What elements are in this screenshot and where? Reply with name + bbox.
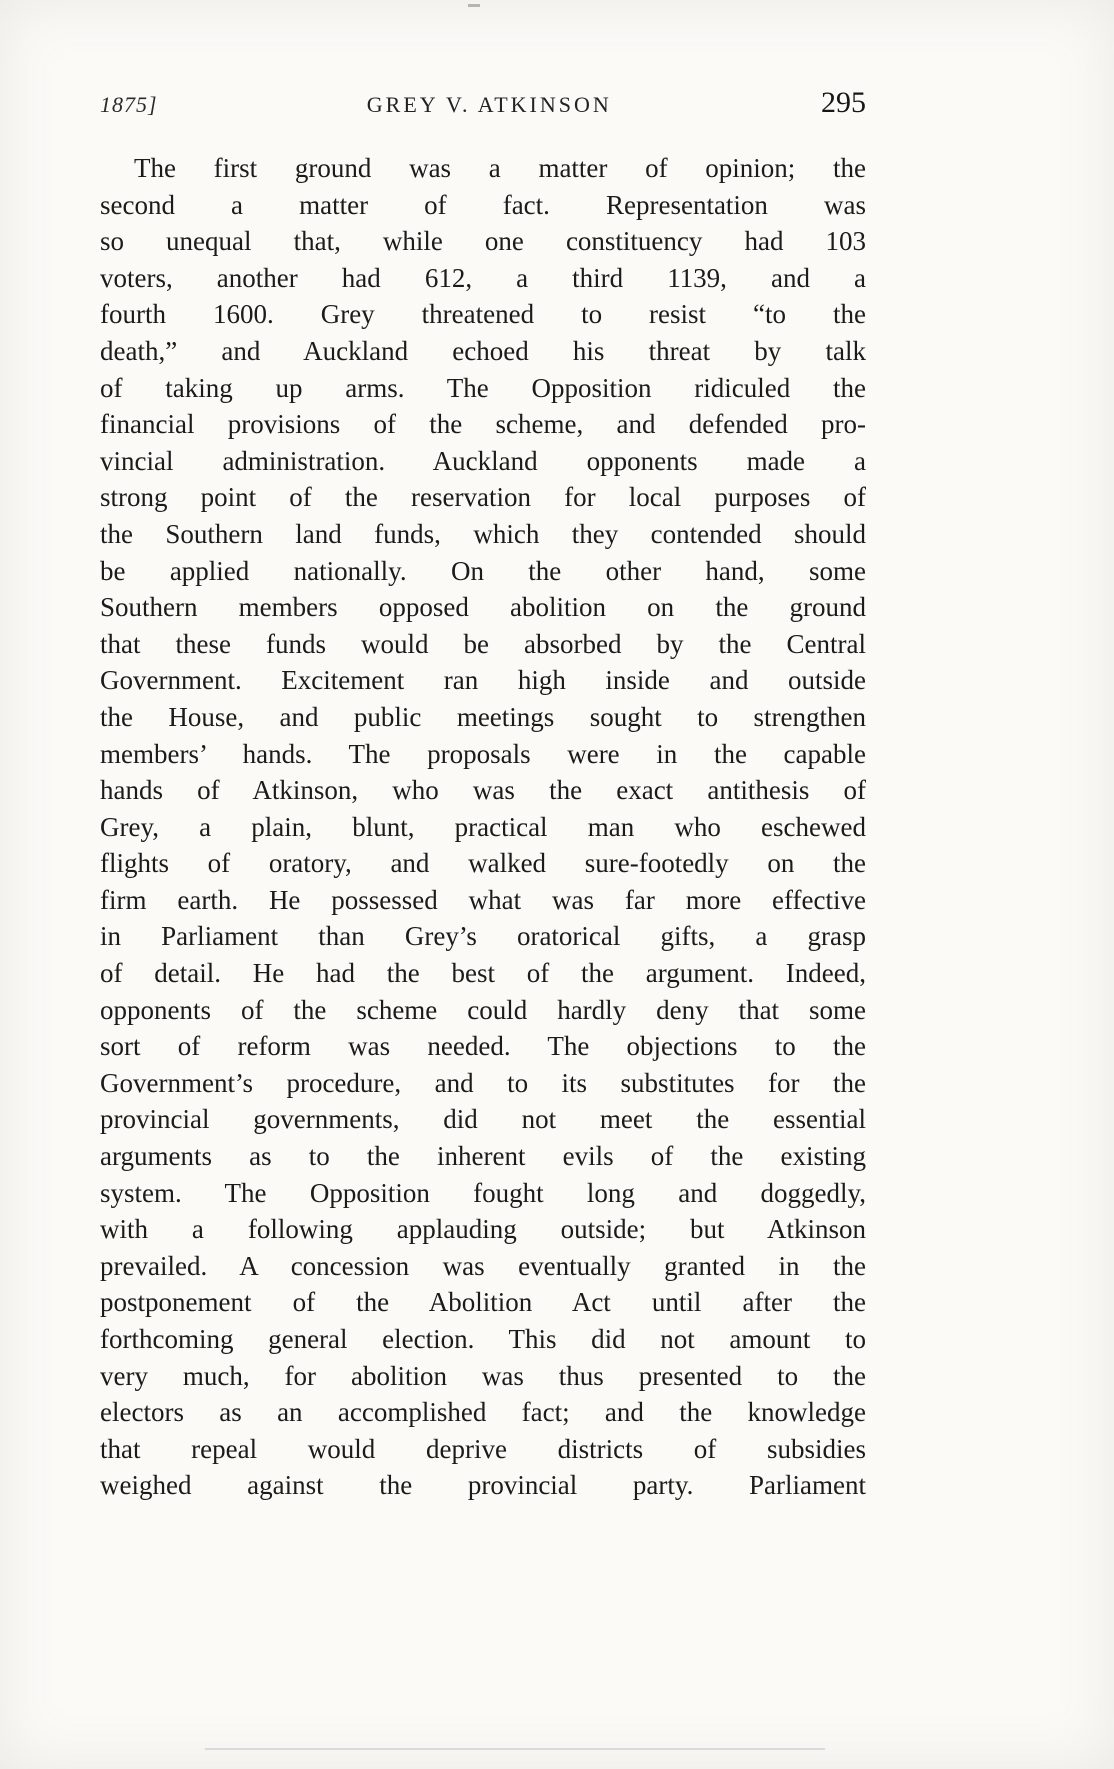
text-line: of taking up arms. The Opposition ridiculed the <box>100 372 866 403</box>
text-line: vincial administration. Auckland opponents made a <box>100 445 866 476</box>
text-line: hands of Atkinson, who was the exact antithesis of <box>100 775 866 806</box>
text-line: the House, and public meetings sought to strengthen <box>100 701 866 732</box>
text-line: arguments as to the inherent evils of the existing <box>100 1141 866 1172</box>
text-line: second a matter of fact. Representation was <box>100 189 866 220</box>
text-line: be applied nationally. On the other hand, some <box>100 555 866 586</box>
text-line: in Parliament than Grey’s oratorical gifts, a grasp <box>100 921 866 952</box>
page-header <box>100 86 866 120</box>
text-line: that these funds would be absorbed by the Central <box>100 628 866 659</box>
text-line: postponement of the Abolition Act until after the <box>100 1287 866 1318</box>
text-line: Government. Excitement ran high inside and outside <box>100 665 866 696</box>
text-line: voters, another had 612, a third 1139, and a <box>100 262 866 293</box>
text-line: sort of reform was needed. The objections to the <box>100 1031 866 1062</box>
text-line: members’ hands. The proposals were in the capable <box>100 738 866 769</box>
text-line: flights of oratory, and walked sure-footedly on the <box>100 848 866 879</box>
text-line: very much, for abolition was thus presented to the <box>100 1360 866 1391</box>
text-line: fourth 1600. Grey threatened to resist “to the <box>100 299 866 330</box>
text-line: strong point of the reservation for local purposes of <box>100 482 866 513</box>
text-line: opponents of the scheme could hardly deny that some <box>100 994 866 1025</box>
text-line: forthcoming general election. This did not amount to <box>100 1324 866 1354</box>
text-line: weighed against the provincial party. Parliament <box>100 1470 866 1501</box>
text-line: the Southern land funds, which they contended should <box>100 518 866 549</box>
text-line: Government’s procedure, and to its substitutes for the <box>100 1067 866 1098</box>
text-line: electors as an accomplished fact; and the knowledge <box>100 1397 866 1428</box>
text-line: prevailed. A concession was eventually granted in the <box>100 1250 866 1281</box>
page-text <box>100 150 866 1504</box>
text-line: financial provisions of the scheme, and defended pro- <box>100 409 866 440</box>
text-line: of detail. He had the best of the argument. Indeed, <box>100 958 866 989</box>
scan-artifact-mark <box>468 4 480 7</box>
text-line: with a following applauding outside; but Atkinson <box>100 1214 866 1245</box>
scan-artifact-line <box>205 1748 825 1750</box>
header-running-title: GREY V. ATKINSON <box>366 92 612 117</box>
text-line: so unequal that, while one constituency had 103 <box>100 226 866 257</box>
text-line: death,” and Auckland echoed his threat by talk <box>100 335 866 366</box>
text-line: system. The Opposition fought long and doggedly, <box>100 1177 866 1208</box>
text-line: firm earth. He possessed what was far more effective <box>100 884 866 915</box>
text-line: provincial governments, did not meet the essential <box>100 1104 866 1135</box>
header-year: 1875] <box>100 92 158 117</box>
text-line: that repeal would deprive districts of subsidies <box>100 1433 866 1464</box>
page-number: 295 <box>820 86 866 119</box>
text-line: The first ground was a matter of opinion; the <box>134 153 866 183</box>
text-line: Southern members opposed abolition on the ground <box>100 592 866 623</box>
text-line: Grey, a plain, blunt, practical man who eschewed <box>100 811 866 842</box>
